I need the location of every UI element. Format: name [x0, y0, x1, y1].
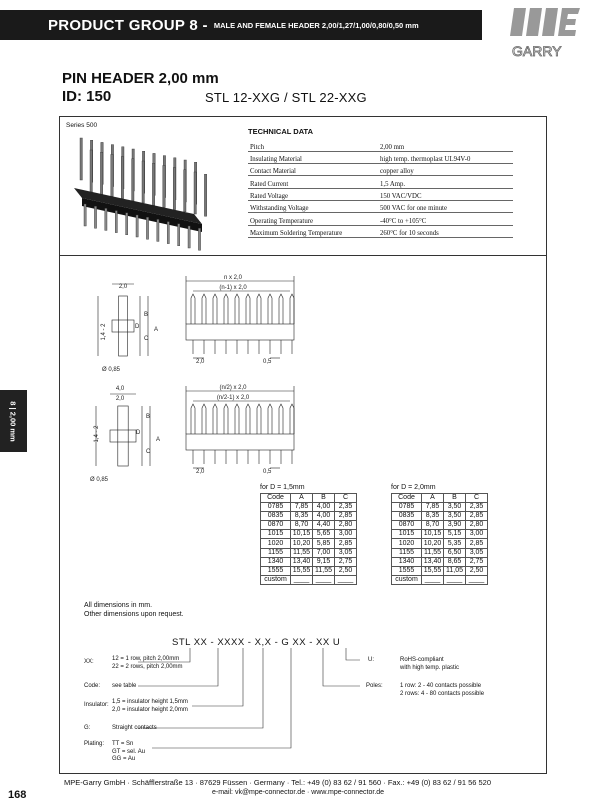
table-cell: 2,80 [335, 521, 357, 530]
table-cell: 15,55 [422, 566, 444, 575]
column-header: C [466, 494, 488, 503]
table-cell: 5,65 [313, 530, 335, 539]
legend-plating-label: Plating: [84, 741, 105, 747]
svg-text:GARRY: GARRY [512, 43, 562, 59]
table-cell: 8,70 [291, 521, 313, 530]
column-header: C [335, 494, 357, 503]
table-cell: 0835 [261, 512, 291, 521]
table-cell: 8,65 [444, 557, 466, 566]
table-cell: 7,00 [313, 548, 335, 557]
table-cell: 1155 [261, 548, 291, 557]
svg-text:D: D [135, 324, 140, 330]
table-cell: 2,75 [335, 557, 357, 566]
technical-property: Insulating Material [248, 151, 378, 163]
table-cell: 10,15 [291, 530, 313, 539]
svg-text:0,5: 0,5 [263, 469, 272, 475]
svg-text:1,4 - 2: 1,4 - 2 [94, 425, 100, 443]
table-cell: 8,70 [422, 521, 444, 530]
table-cell: 3,05 [335, 548, 357, 557]
order-code: STL XX - XXXX - X,X - G XX - XX U [172, 637, 341, 648]
table-cell: 5,15 [444, 530, 466, 539]
column-header: Code [261, 494, 291, 503]
table-cell: 0835 [392, 512, 422, 521]
column-header: B [444, 494, 466, 503]
technical-property: Withstanding Voltage [248, 200, 378, 212]
technical-value: high temp. thermoplast UL94V-0 [378, 151, 513, 163]
column-header: B [313, 494, 335, 503]
table-cell: 1020 [261, 539, 291, 548]
svg-text:A: A [154, 327, 159, 333]
table-cell: 11,55 [291, 548, 313, 557]
svg-text:C: C [146, 449, 151, 455]
page-number: 168 [8, 789, 27, 801]
table-cell: 2,85 [335, 539, 357, 548]
table-cell: 3,50 [444, 512, 466, 521]
svg-text:0,5: 0,5 [263, 359, 272, 365]
table-cell: 11,05 [444, 566, 466, 575]
table-cell: 5,85 [313, 539, 335, 548]
table-cell: 1555 [261, 566, 291, 575]
legend-code-label: Code: [84, 683, 101, 689]
technical-value: 500 VAC for one minute [378, 200, 513, 212]
table-cell: 3,50 [444, 503, 466, 512]
legend-xx-text: 12 = 1 row, pitch 2,00mm 22 = 2 rows, pitch 2,00mm [112, 656, 183, 670]
table-cell: 3,05 [466, 548, 488, 557]
legend-u-label: U: [368, 657, 374, 663]
table-cell: 4,00 [313, 512, 335, 521]
table-cell: 9,15 [313, 557, 335, 566]
svg-text:B: B [146, 414, 151, 420]
series-label: Series 500 [66, 122, 98, 129]
technical-property: Pitch [248, 139, 378, 151]
legend-insulator-text: 1,5 = insulator height 1,5mm 2,0 = insulator height 2,0mm [112, 699, 188, 713]
table-cell: 7,85 [422, 503, 444, 512]
technical-property: Contact Material [248, 164, 378, 176]
table-cell: ____ [444, 575, 466, 584]
svg-text:(n/2) x 2,0: (n/2) x 2,0 [219, 385, 247, 391]
table-cell: 10,20 [291, 539, 313, 548]
technical-property: Operating Temperature [248, 213, 378, 225]
technical-value: -40°C to +105°C [378, 213, 513, 225]
svg-text:C: C [144, 336, 149, 342]
table-cell: 7,85 [291, 503, 313, 512]
technical-property: Rated Voltage [248, 188, 378, 200]
table-cell: 3,00 [466, 530, 488, 539]
table-cell: 1020 [392, 539, 422, 548]
table-cell: custom [261, 575, 291, 584]
table-cell: 5,35 [444, 539, 466, 548]
table-cell: 2,80 [466, 521, 488, 530]
technical-data-heading: TECHNICAL DATA [248, 127, 313, 136]
svg-text:D: D [136, 430, 141, 436]
table-cell: 2,50 [466, 566, 488, 575]
table-cell: 2,50 [335, 566, 357, 575]
column-header: A [291, 494, 313, 503]
legend-xx-label: XX: [84, 659, 94, 665]
table-cell: ____ [313, 575, 335, 584]
svg-text:Ø 0,85: Ø 0,85 [102, 367, 121, 373]
table-cell: 2,85 [466, 539, 488, 548]
table-cell: 1015 [392, 530, 422, 539]
svg-text:4,0: 4,0 [115, 386, 125, 392]
table-cell: 2,75 [466, 557, 488, 566]
legend-u-text: RoHS-compliant with high temp. plastic [400, 657, 460, 671]
table-cell: 2,85 [335, 512, 357, 521]
table-cell: 0785 [392, 503, 422, 512]
table-cell: 10,15 [422, 530, 444, 539]
legend-poles-text: 1 row: 2 - 40 contacts possible 2 rows: 4 - 80 contacts possible [400, 683, 485, 697]
table-cell: ____ [466, 575, 488, 584]
column-header: A [422, 494, 444, 503]
legend-plating-text: TT = Sn GT = sel. Au GG = Au [112, 741, 146, 762]
table-cell: 11,55 [422, 548, 444, 557]
technical-property: Maximum Soldering Temperature [248, 225, 378, 237]
product-group-subtitle: MALE AND FEMALE HEADER 2,00/1,27/1,00/0,80/0,50 mm [213, 20, 419, 30]
table-cell: 0785 [261, 503, 291, 512]
table-cell: 1340 [261, 557, 291, 566]
svg-text:Ø 0,85: Ø 0,85 [90, 477, 109, 483]
table-cell: 13,40 [422, 557, 444, 566]
table-cell: 15,55 [291, 566, 313, 575]
page-title: PIN HEADER 2,00 mm [62, 70, 219, 87]
dimensions-note: All dimensions in mm. Other dimensions upon request. [84, 602, 184, 618]
table-cell: 3,00 [335, 530, 357, 539]
table-cell: 4,00 [313, 503, 335, 512]
footer-address: MPE-Garry GmbH · Schäfflerstraße 13 · 87629 Füssen · Germany · Tel.: +49 (0) 83 62 / 91 560 · Fax.: +49 (0) 83 62 / 91 56 520 [64, 778, 492, 787]
svg-text:A: A [156, 437, 161, 443]
table-cell: ____ [291, 575, 313, 584]
table-cell: ____ [422, 575, 444, 584]
table-d15-title: for D = 1,5mm [260, 484, 305, 491]
table-cell: 1340 [392, 557, 422, 566]
table-cell: 8,35 [291, 512, 313, 521]
page-id: ID: 150 [62, 88, 112, 105]
legend-code-text: see table [112, 683, 137, 689]
table-cell: 8,35 [422, 512, 444, 521]
table-cell: 6,50 [444, 548, 466, 557]
svg-text:2,0: 2,0 [115, 396, 125, 402]
svg-text:(n-1) x 2,0: (n-1) x 2,0 [219, 285, 247, 291]
svg-text:1,4 - 2: 1,4 - 2 [101, 323, 107, 341]
table-cell: 2,35 [335, 503, 357, 512]
svg-text:B: B [144, 312, 149, 318]
footer-contact: e-mail: vk@mpe-connector.de · www.mpe-connector.de [212, 789, 385, 796]
table-cell: 0870 [392, 521, 422, 530]
technical-property: Rated Current [248, 176, 378, 188]
table-cell: 2,35 [466, 503, 488, 512]
table-cell: 13,40 [291, 557, 313, 566]
technical-value: 2,00 mm [378, 139, 513, 151]
table-cell: 1015 [261, 530, 291, 539]
svg-text:2,0: 2,0 [196, 359, 205, 365]
product-group-title: PRODUCT GROUP 8 - [48, 16, 208, 34]
legend-g-label: G: [84, 725, 91, 731]
table-cell: 4,40 [313, 521, 335, 530]
legend-poles-label: Poles: [366, 683, 383, 689]
table-cell: 11,55 [313, 566, 335, 575]
svg-text:2,0: 2,0 [118, 284, 128, 290]
table-cell: 3,90 [444, 521, 466, 530]
svg-text:2,0: 2,0 [196, 469, 205, 475]
legend-insulator-label: Insulator: [84, 702, 109, 708]
table-d20-title: for D = 2,0mm [391, 484, 436, 491]
table-cell: 0870 [261, 521, 291, 530]
technical-value: 150 VAC/VDC [378, 188, 513, 200]
table-cell: 2,85 [466, 512, 488, 521]
technical-value: copper alloy [378, 164, 513, 176]
svg-text:n x 2,0: n x 2,0 [223, 275, 243, 281]
table-cell: ____ [335, 575, 357, 584]
svg-text:(n/2-1) x 2,0: (n/2-1) x 2,0 [216, 395, 250, 401]
table-cell: 10,20 [422, 539, 444, 548]
side-tab: 8 | 2,00 mm [0, 390, 27, 452]
table-cell: 1555 [392, 566, 422, 575]
column-header: Code [392, 494, 422, 503]
product-codes: STL 12-XXG / STL 22-XXG [205, 90, 367, 105]
table-cell: 1155 [392, 548, 422, 557]
legend-g-text: Straight contacts [112, 725, 157, 731]
technical-value: 1,5 Amp. [378, 176, 513, 188]
table-cell: custom [392, 575, 422, 584]
technical-value: 260°C for 10 seconds [378, 225, 513, 237]
